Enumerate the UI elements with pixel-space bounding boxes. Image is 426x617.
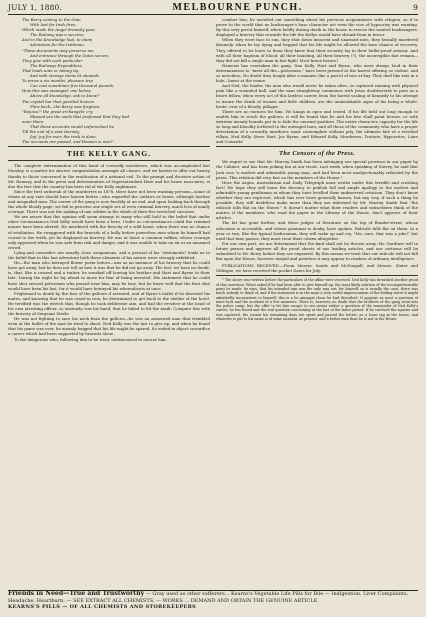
page-number: 9 — [413, 3, 418, 12]
ad-lead: Friends in Need—True and Trustworthy — [8, 590, 145, 597]
poem-line: They give with each particular — [22, 57, 83, 63]
paragraph: And Ned, the leader, the man who would never be taken alive—is captured running with physical pain like a wounded bull, and the man straightway communes with Jesus doubtsworth to pass as a brave fellow, when every act of this lawless career, from the horrid scaling of Kennedy to his attempt to insure the death of women and little children, are the unmistakable signs of his being a whole-brute, over of a bloody, pillager. — [216, 83, 418, 109]
paragraph: The complete extermination of this band of cowardly murderers, which was accomplished last Monday, is a matter for sincere congratulation amongst all classes, and we hasten to offer our hearty thanks to those concerned in the eradication of a national evil. To the prompt and decisive action of Mr. Ramsay, and to the great and determination of Superintendent Hare and his brave associates, is due the fact that the country has been rid of the Kelly nightmare. — [8, 163, 210, 189]
kelly-article-continued — [216, 17, 418, 144]
masthead — [8, 2, 418, 15]
column-right — [216, 17, 418, 591]
poem-line: And entrance through the Gates secure, — [30, 52, 110, 58]
paragraph: We regret to see that Mr. Murray Smith has been infringing our special province in our paper by the Cabinet, and has been poking fun at our rivals. Last week, when speaking of Surrey, he said that Jack was "a modest and admirable young man, and had been most unobjectionably ridiculed by the press. This relation did very fast on the members of the House." — [216, 159, 418, 180]
ad-text: — Gray used as other sufferers... Kearns's Vegetable Life Pills for Bile — Indigestion, Liver Complaints, Headache, Heartburn. — SEE EXTRACT ALL CHEMISTS. — WORKS ... DEMAND AND OBTAIN THE GENUINE ARTICLE. — [8, 591, 409, 604]
advertisement-banner — [8, 590, 418, 615]
divider — [8, 160, 210, 161]
paragraph: There are no excuses for him. He hangs in open and tested. If his life held out long enough to enable him to reach the gallows, it will be found that he and his fate shall paint heroes, or with extreme meanly bounds put in to hide the unusual qualities. The entire character, capacity for the life so long and bloodily forfeited to the outraged laws, and all those of the community who have a proper detestation of a cowardly murderer, must contemplate without pity, the ultimate fate of a revolted villain. Ned Kelly, Steve Hart, Joe Byrne, and Edward Kelly, Murderers, Traitors, Hypocrites, Liars and Cowards! — [216, 108, 418, 145]
poem-line: "These documents may preserve me, — [22, 47, 95, 53]
publication-title: MELBOURNE PUNCH. — [172, 2, 303, 13]
censors-article — [216, 159, 418, 261]
poem-line: Joy! joy for ever, the trick is done, — [30, 134, 97, 140]
paragraph: Lying and cowardice are usually close companions, and a perusal of his "statements" leads us to the belief that in this last adventure both these elements of his nature were strongly exhibited. — [8, 249, 210, 261]
divider — [8, 146, 210, 147]
paragraph: For our own part, we are determined that the kind shall not be thrown away. Mr. Gardiner will in future peruse and approve all the proof sheets of our leading articles, and our cartoons will be submitted to Mr. Berry before they are engraved. By this means we trust that our ridicule will not fall flat upon the House, however insipid and pointless it may appear to readers of ordinary intelligence. — [216, 240, 418, 262]
poem-line: How this was managed, one below, — [22, 88, 92, 94]
paragraph: Frightened to death by the fear of the gallows if arrested, and of Byrne's bullet if he deserted his mates, and knowing that he was cased in iron, he determined to get back to the shelter of the hotel. He terrified was the wretch that, though he took deliberate aim, and had the revolver at the head of his own arresting officer, so unsteady was his hand, that he failed to hit the mark. Compare this with the bravery of Sergeant Steele. — [8, 290, 210, 317]
publications-received: PUBLICATIONS RECEIVED.—From Messrs. Sands and McDougall, and Messrs. Slater and Gillespie, we have received the pocket Dates for July. — [216, 263, 418, 274]
poem-line: Till the end of a vast eternity, — [22, 129, 80, 135]
poem-line: The crystal bar that guarded heaven — [22, 98, 95, 104]
poem-line: The Barry coming to the Gate — [22, 17, 81, 22]
poem-line: And in the Knowledge had, to claim — [22, 37, 93, 43]
kelly-article — [8, 163, 210, 341]
paragraph: comfort him, he unveiled out something about his previous acquaintance with religion, as if to prove to the world that no bushranger's base character act even the vice of hypocrisy was wanting. By this very priest himself, when boldly during death in the house to rescue the wanted bushrangers, displayed a bravery that rewards the life the Kellys would have shrunk from in terror. — [216, 17, 418, 38]
paragraph: Here the Argus, Australasian and Daily Telegraph must writhe under this terrible and crushing fact! We hope they will learn the decency to publish full and ample apology to the modest and admirable young gentleman at whom they have levelled their undeserved criticism. They don't know whether they are reproved, which has ever been generally known, but any way, if such a thing be possible, they will doubtless make more than they are informed by Mr. Murray Smith that "the ridicule falls flat on the House." It doesn't matter what their readers and subscribers think of the matter, if the members, who read the paper in the Library of the House, don't approve of their articles. — [216, 179, 418, 221]
poem-line: none there — [22, 118, 44, 124]
paragraph: Nemesis has overtaken the gang. Dan Kelly, Hart and Byrne, who were always loud in their determination to "meet all the—policemen," have been pressed at the barest offering so violent, and so merciless. No doubt they fought after a manner, like a parcel of rats at bay. They died like rats in a hole—burnt at the venue. — [216, 62, 418, 84]
divider — [216, 146, 418, 147]
column-left — [8, 17, 210, 591]
issue-date: JULY 1, 1880. — [8, 3, 63, 12]
paragraph: The fat has gone further, and these judges of literature on the top of Bourke-street, whose education is accessible, and whose grammar is deaky, have spoken. Ridicule falls flat on them. In a year or two, like the typical Irishwoman, they will wake up and cry, "Ma, sure, that was a joke!" but until that time passes, they must treat their citizen altogether. — [216, 220, 418, 241]
paragraph: We are aware that this opinion will seem strange to many who still hold to the belief that under other circumstances Ned Kelly would have been a hero. Under no circumstances could the criminal nature have been altered. He murdered with the ferocity of a wild beast, when there was no chance of retaliation. He swaggered with the bravado of a bully before powerless men whom he himself had cowed to the teeth, yet he displayed no bravery. He was at heart a common ruffian, whose courage only appeared when he was safe from risk and danger, and it was unable to take an air at an unarmed crowd. — [8, 214, 210, 250]
poem-line: Flew back—the Barry was forgiven. — [30, 103, 101, 109]
paragraph: Since the first outbreak of the murderers in 1878, there have not been wanting persons—some of whom at any rate should have known better—who regarded the outlaws as brave, although lawless and misguided men. The career of the gang is now forcibly at an end, and upon looking back through the whole bloody page, we fail to perceive one single act of even criminal bravery, much less of manly courage. There was not the making of one soldier in the whole of their five wretched carcases. — [8, 188, 210, 215]
poem-line: The Railway was a success; — [30, 32, 85, 38]
poem-line: Admission for the Irishman. — [30, 42, 85, 48]
poem-line: Above all knowledge, ask to know!" — [30, 93, 101, 99]
poem-line: With lust for Irish fires, — [30, 22, 77, 28]
poem-line: The Railways Expenditure, — [30, 62, 84, 68]
paragraph: He—the man who betrayed flower poem before—was as an instance of his bravery that he could have got away; but he does not tell us how it was that he did not go away. The fact, we have no doubt, is, that, like a coward and a traitor, he sneaked off leaving his brother and Hart and Byrne to their fate. During the night he lay afraid to move for fear of being arrested. His statement that he could have shot several policemen who passed near him, may be true, but he knew well that the first shot would have been his last, for it would have betrayed his whereabouts at once. — [8, 260, 210, 291]
poem-line: That these accounts would unfurnished be — [30, 123, 114, 129]
paragraph: To the dangerous who, following him to be tried, endeavoured to excuse him, — [14, 336, 167, 342]
poem-line: The accounts are passed, and Heaven is won!" — [22, 139, 115, 145]
poem-line: Can cost sometimes five thousand pounds; — [30, 83, 115, 89]
poem — [8, 17, 210, 144]
ad-smallcaps: KEARNS'S PILLS — OF ALL CHEMISTS AND STOREKEEPERS — [8, 604, 197, 610]
kelly-heading: THE KELLY GANG. — [66, 149, 152, 159]
poem-line: To prove a six months' pleasure trip — [22, 78, 93, 84]
paragraph: When they were face to sun, they shot down innocent and unarmed men, they brutally murdered Kennedy, when he lay dying and begged that his life might be allowed the bare chance of recovery. They offered to let leave to them they knew that their security lay in their bullet-proof armour. And with all their baptism of blood, all their boasting, all their bravery (?), the incorrigible fast remain—they did not kill a single man in fair fight! Most brave heroes! — [216, 37, 418, 63]
poem-line: That leads unto or taking tip, — [22, 67, 80, 73]
paragraph: He was not fighting to save his neck from the gallows—he was an armoured man that trembled even at the bullet of the man he tried to shoot. Ned Kelly was the last to give up; and when he found that his game was over, he meanly begged that his life might be spared. So ended in abject cowardice a career which had been supported by bravado alone. — [8, 316, 210, 337]
censors-heading: The Censors of the Press. — [279, 150, 355, 158]
poem-line: Which made the Angel drowsily pass — [22, 27, 95, 33]
poem-line: Blessed are the souls that professed that they had — [30, 113, 130, 119]
columns — [8, 17, 418, 591]
poem-line: "Rejoice!" the great archangels' cry — [22, 108, 93, 114]
divider — [216, 275, 418, 276]
footnotes: * The above was written before the particulars of the affair were received. Ned Kelly has furnished another proof of this assertion. When asked if he had been able to give himself up, the most likely solution of the incomprehensible point he made, he says, that his intended aim was the only way out; for himself, as is usually the case, there was much nobody to think of; and if the statement is in the main a very useful impersonation of the boiling water it might admittedly inconsistent to himself; this is a lie amongst those he had described. It appears as most a question of mere luck and the accident of a few moments. There is, however, no doubt that the brothers of the gang went into the police camp, but the offer to let him escape to sea seems rather a question of the remainder of Ned Kelly's career; he has found and the real question concerning at the last of the latter period. If he survived the injuries and was captured, the sooner his remaining days are spent and passed the better; as a loose tag in the house, and whatever is put to his name is of some moment, at present; and a better man than he is not in the House. — [216, 278, 418, 322]
poem-line: And with strange items lit abounds — [30, 73, 100, 79]
